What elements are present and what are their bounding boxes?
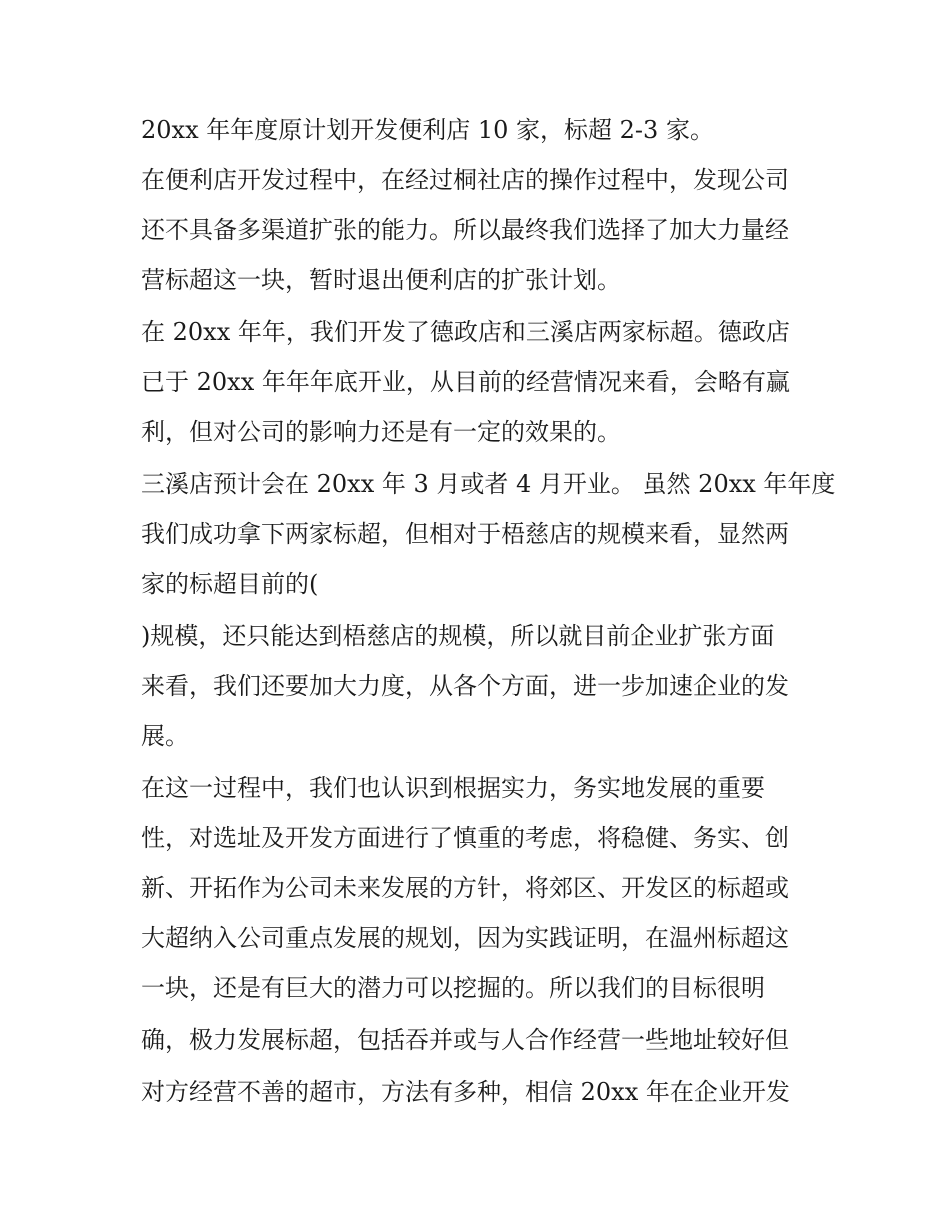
text-line: 营标超这一块，暂时退出便利店的扩张计划。 [141,266,621,294]
text-line: 确，极力发展标超，包括吞并或与人合作经营一些地址较好但 [141,1026,789,1054]
text-line: 来看，我们还要加大力度，从各个方面，进一步加速企业的发 [141,672,789,700]
text-line: 展。 [141,722,189,750]
text-line: 我们成功拿下两家标超，但相对于梧慈店的规模来看，显然两 [141,520,789,548]
text-line: 三溪店预计会在 20xx 年 3 月或者 4 月开业。 虽然 20xx 年年度 [141,470,836,498]
text-line: 已于 20xx 年年年底开业，从目前的经营情况来看，会略有赢 [141,368,790,396]
text-line: 利，但对公司的影响力还是有一定的效果的。 [141,418,621,446]
text-line: 新、开拓作为公司未来发展的方针，将郊区、开发区的标超或 [141,874,789,902]
text-line: 在这一过程中，我们也认识到根据实力，务实地发展的重要 [141,774,765,802]
text-line: 性，对选址及开发方面进行了慎重的考虑，将稳健、务实、创 [141,824,789,852]
text-line: 还不具备多渠道扩张的能力。所以最终我们选择了加大力量经 [141,216,789,244]
text-line: )规模，还只能达到梧慈店的规模，所以就目前企业扩张方面 [141,622,775,650]
text-line: 大超纳入公司重点发展的规划，因为实践证明，在温州标超这 [141,924,789,952]
text-line: 一块，还是有巨大的潜力可以挖掘的。所以我们的目标很明 [141,974,765,1002]
text-line: 在便利店开发过程中，在经过桐社店的操作过程中，发现公司 [141,166,789,194]
text-line: 在 20xx 年年，我们开发了德政店和三溪店两家标超。德政店 [141,318,790,346]
text-line: 对方经营不善的超市，方法有多种，相信 20xx 年在企业开发 [141,1078,790,1106]
text-line: 家的标超目前的( [141,570,319,598]
text-line: 20xx 年年度原计划开发便利店 10 家，标超 2-3 家。 [141,116,714,144]
